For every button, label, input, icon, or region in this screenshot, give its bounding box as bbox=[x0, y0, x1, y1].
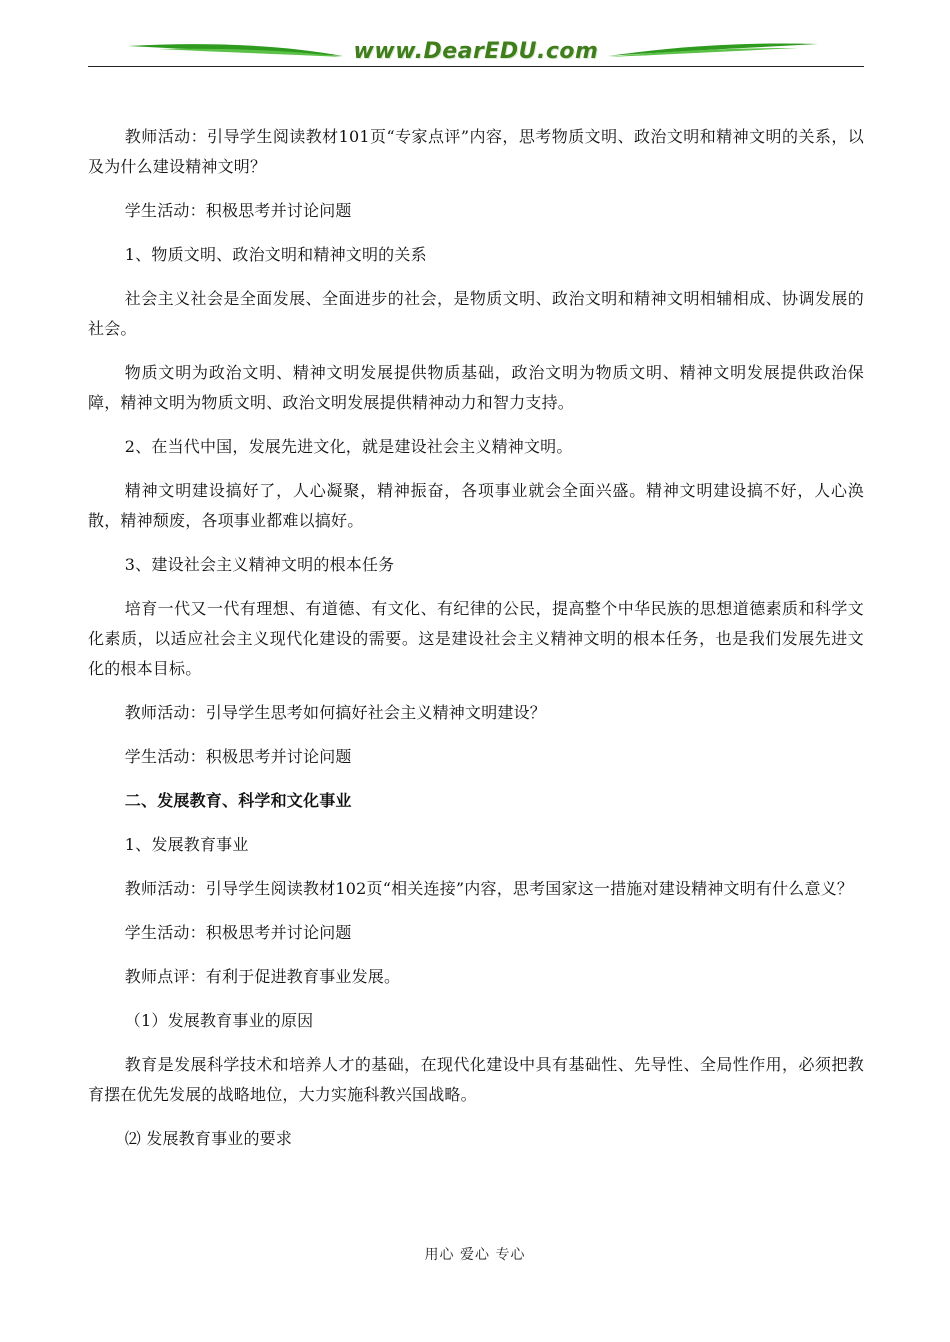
paragraph-spiritual-civilization: 精神文明建设搞好了，人心凝聚，精神振奋，各项事业就会全面兴盛。精神文明建设搞不好，人心涣散，精神颓废，各项事业都难以搞好。 bbox=[88, 481, 864, 530]
paragraph-teacher-activity-2: 教师活动：引导学生思考如何搞好社会主义精神文明建设？ bbox=[124, 703, 546, 722]
paragraph-teacher-activity-1: 教师活动：引导学生阅读教材101页“专家点评”内容，思考物质文明、政治文明和精神文明的关系，以及为什么建设精神文明？ bbox=[88, 127, 864, 176]
paragraph-education-requirements: ⑵ 发展教育事业的要求 bbox=[124, 1129, 293, 1148]
paragraph-civilization-relations: 物质文明为政治文明、精神文明发展提供物质基础，政治文明为物质文明、精神文明发展提供政治保障，精神文明为物质文明、政治文明发展提供精神动力和智力支持。 bbox=[88, 363, 864, 412]
header-banner bbox=[88, 36, 864, 70]
paragraph-education-reason: 教育是发展科学技术和培养人才的基础，在现代化建设中具有基础性、先导性、全局性作用，必须把教育摆在优先发展的战略地位，大力实施科教兴国战略。 bbox=[88, 1055, 864, 1104]
paragraph-socialist-society: 社会主义社会是全面发展、全面进步的社会，是物质文明、政治文明和精神文明相辅相成、协调发展的社会。 bbox=[88, 289, 864, 338]
paragraph-student-activity-2: 学生活动：积极思考并讨论问题 bbox=[124, 747, 352, 766]
section-heading-2: 二、发展教育、科学和文化事业 bbox=[124, 791, 352, 810]
paragraph-teacher-activity-3: 教师活动：引导学生阅读教材102页“相关连接”内容，思考国家这一措施对建设精神文明有什么意义？ bbox=[124, 879, 854, 898]
paragraph-point-3: 3、建设社会主义精神文明的根本任务 bbox=[124, 555, 395, 574]
paragraph-education-point-1: 1、发展教育事业 bbox=[124, 835, 249, 854]
paragraph-fundamental-task: 培育一代又一代有理想、有道德、有文化、有纪律的公民，提高整个中华民族的思想道德素质和科学文化素质，以适应社会主义现代化建设的需要。这是建设社会主义精神文明的根本任务，也是我们发展先进文化的根本目标。 bbox=[88, 599, 864, 678]
paragraph-teacher-comment: 教师点评：有利于促进教育事业发展。 bbox=[124, 967, 401, 986]
document-body bbox=[88, 122, 864, 1154]
site-logo-text: www.DearEDU.com bbox=[353, 39, 599, 64]
paragraph-student-activity-1: 学生活动：积极思考并讨论问题 bbox=[124, 201, 352, 220]
paragraph-student-activity-3: 学生活动：积极思考并讨论问题 bbox=[124, 923, 352, 942]
paragraph-point-2: 2、在当代中国，发展先进文化，就是建设社会主义精神文明。 bbox=[124, 437, 573, 456]
paragraph-education-reason-title: （1）发展教育事业的原因 bbox=[124, 1011, 314, 1030]
paragraph-point-1: 1、物质文明、政治文明和精神文明的关系 bbox=[124, 245, 427, 264]
page-footer: 用心 爱心 专心 bbox=[424, 1247, 526, 1263]
header-divider bbox=[88, 66, 864, 67]
